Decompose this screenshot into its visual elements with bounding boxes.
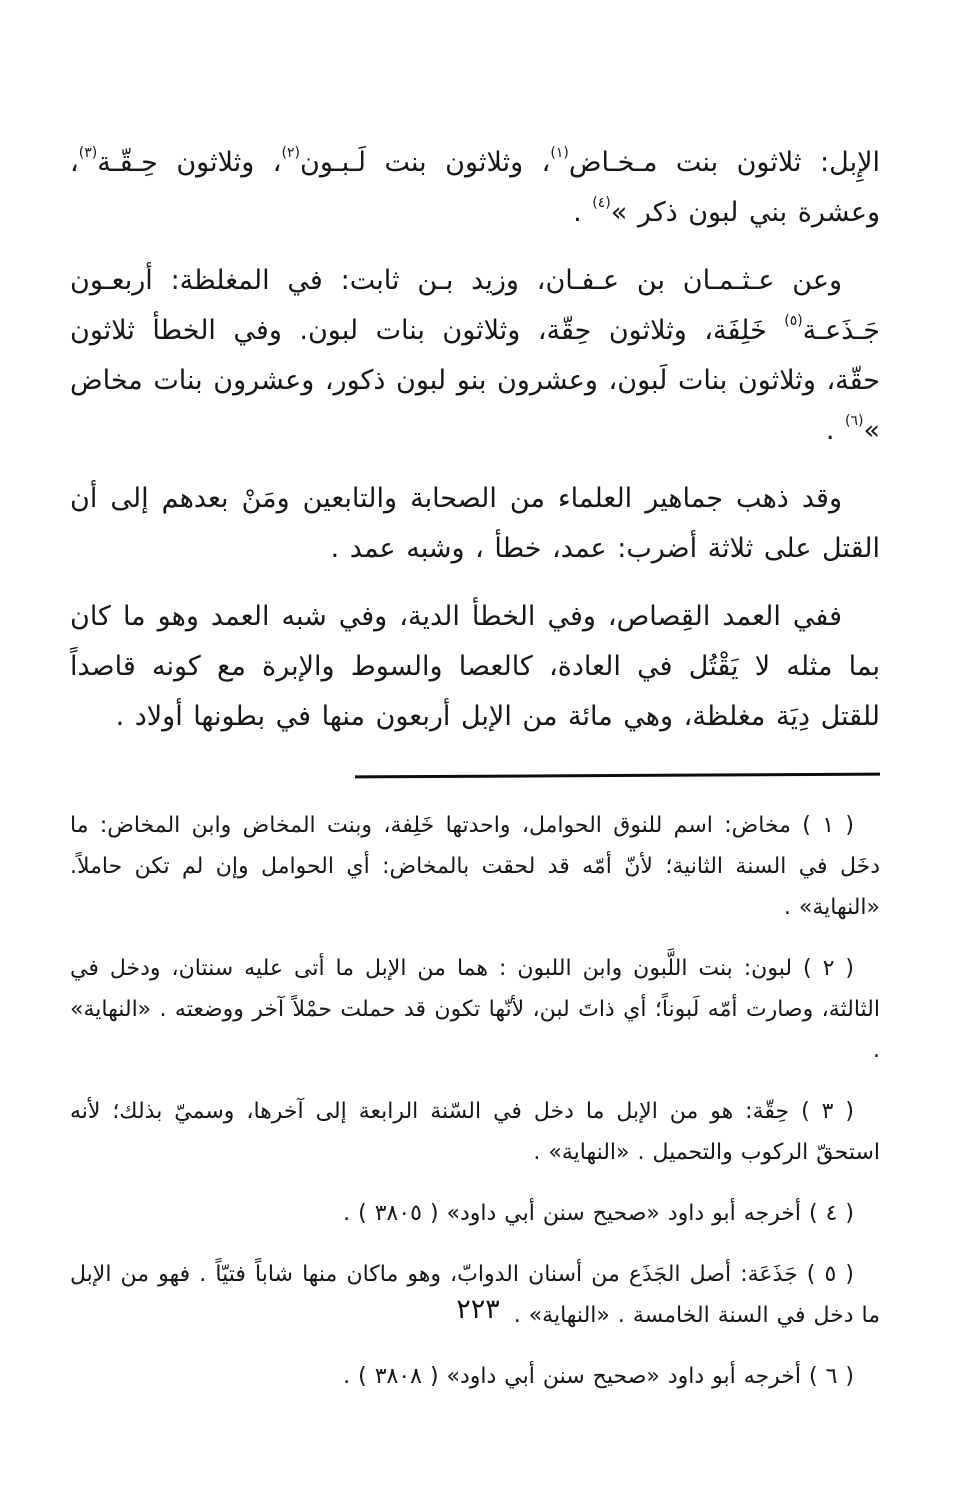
footnote-ref-2: (٢) bbox=[281, 145, 300, 161]
footnote-3: ( ٣ ) حِقّة: هو من الإبل ما دخل في السّنة الرابعة إلى آخرها، وسميّ بذلك؛ لأنه استحقّ الركوب والتحميل . «النهاية» . bbox=[70, 1099, 880, 1165]
paragraph-text: . bbox=[825, 415, 845, 446]
footnote-2: ( ٢ ) لبون: بنت اللَّبون وابن اللبون : هما من الإبل ما أتى عليه سنتان، ودخل في الثالثة، وصارت أمّه لَبوناً؛ أي ذاتَ لبن، لأنّها تكون قد حملت حمْلاً آخر ووضعته . «النهاية» . bbox=[70, 956, 880, 1063]
paragraph-text: ففي العمد القِصاص، وفي الخطأ الدية، وفي شبه العمد وهو ما كان بما مثله لا يَقْتُل في العادة، كالعصا والسوط والإبرة مع كونه قاصداً للقتل دِيَة مغلظة، وهي مائة من الإبل أربعون منها في بطونها أولاد . bbox=[70, 601, 880, 732]
footnote-separator-wrap bbox=[70, 760, 880, 805]
paragraph-text: . bbox=[573, 197, 593, 228]
footnote-1: ( ١ ) مخاض: اسم للنوق الحوامل، واحدتها خَلِفة، وبنت المخاض وابن المخاض: ما دخَل في السنة الثانية؛ لأنّ أمّه قد لحقت بالمخاض: أي الحوامل وإن لم تكن حاملاً. «النهاية» . bbox=[70, 813, 880, 920]
footnote-6: ( ٦ ) أخرجه أبو داود «صحيح سنن أبي داود» ( ٣٨٠٨ ) . bbox=[343, 1364, 854, 1389]
main-text-block bbox=[70, 138, 880, 742]
footnote-ref-5: (٥) bbox=[784, 313, 803, 329]
footnote-5: ( ٥ ) جَذَعَة: أصل الجَذَع من أسنان الدوابّ، وهو ماكان منها شاباً فتيّاً . فهو من الإبل ما دخل في السنة الخامسة . «النهاية» . bbox=[70, 1262, 880, 1328]
paragraph-text: خَلِفَة، وثلاثون حِقّة، وثلاثون بنات لبون. وفي الخطأ ثلاثون حقّة، وثلاثون بنات لَبون، وعشرون بنو لبون ذكور، وعشرون بنات مخاض » bbox=[70, 315, 880, 446]
page-number: ٢٢٣ bbox=[456, 1294, 500, 1325]
footnote-ref-4: (٤) bbox=[592, 195, 611, 211]
paragraph bbox=[70, 474, 880, 574]
footnote-4: ( ٤ ) أخرجه أبو داود «صحيح سنن أبي داود» ( ٣٨٠٥ ) . bbox=[343, 1201, 854, 1226]
paragraph-text: ، وثلاثون حِـقّـة bbox=[97, 147, 282, 178]
paragraph-text: وقد ذهب جماهير العلماء من الصحابة والتابعين ومَنْ بعدهم إلى أن القتل على ثلاثة أضرب: عمد، خطأ ، وشبه عمد . bbox=[70, 483, 880, 564]
footnote-separator bbox=[355, 773, 880, 779]
paragraph-text: ، وعشرة بني لبون ذكر » bbox=[70, 147, 880, 228]
footnote-ref-6: (٦) bbox=[845, 413, 864, 429]
paragraph bbox=[70, 592, 880, 742]
paragraph-text: وعن عـثـمـان بن عـفـان، وزيد بـن ثابت: في المغلظة: أربعـون جَـذَعـة bbox=[70, 265, 880, 346]
paragraph bbox=[70, 256, 880, 456]
paragraph-text: الإِبل: ثلاثون بنت مـخـاض bbox=[568, 147, 880, 178]
footnote-ref-3: (٣) bbox=[78, 145, 98, 161]
paragraph-text: ، وثلاثون بنت لَـبـون bbox=[300, 147, 551, 178]
footnote-ref-1: (١) bbox=[550, 145, 569, 161]
paragraph bbox=[70, 138, 880, 238]
